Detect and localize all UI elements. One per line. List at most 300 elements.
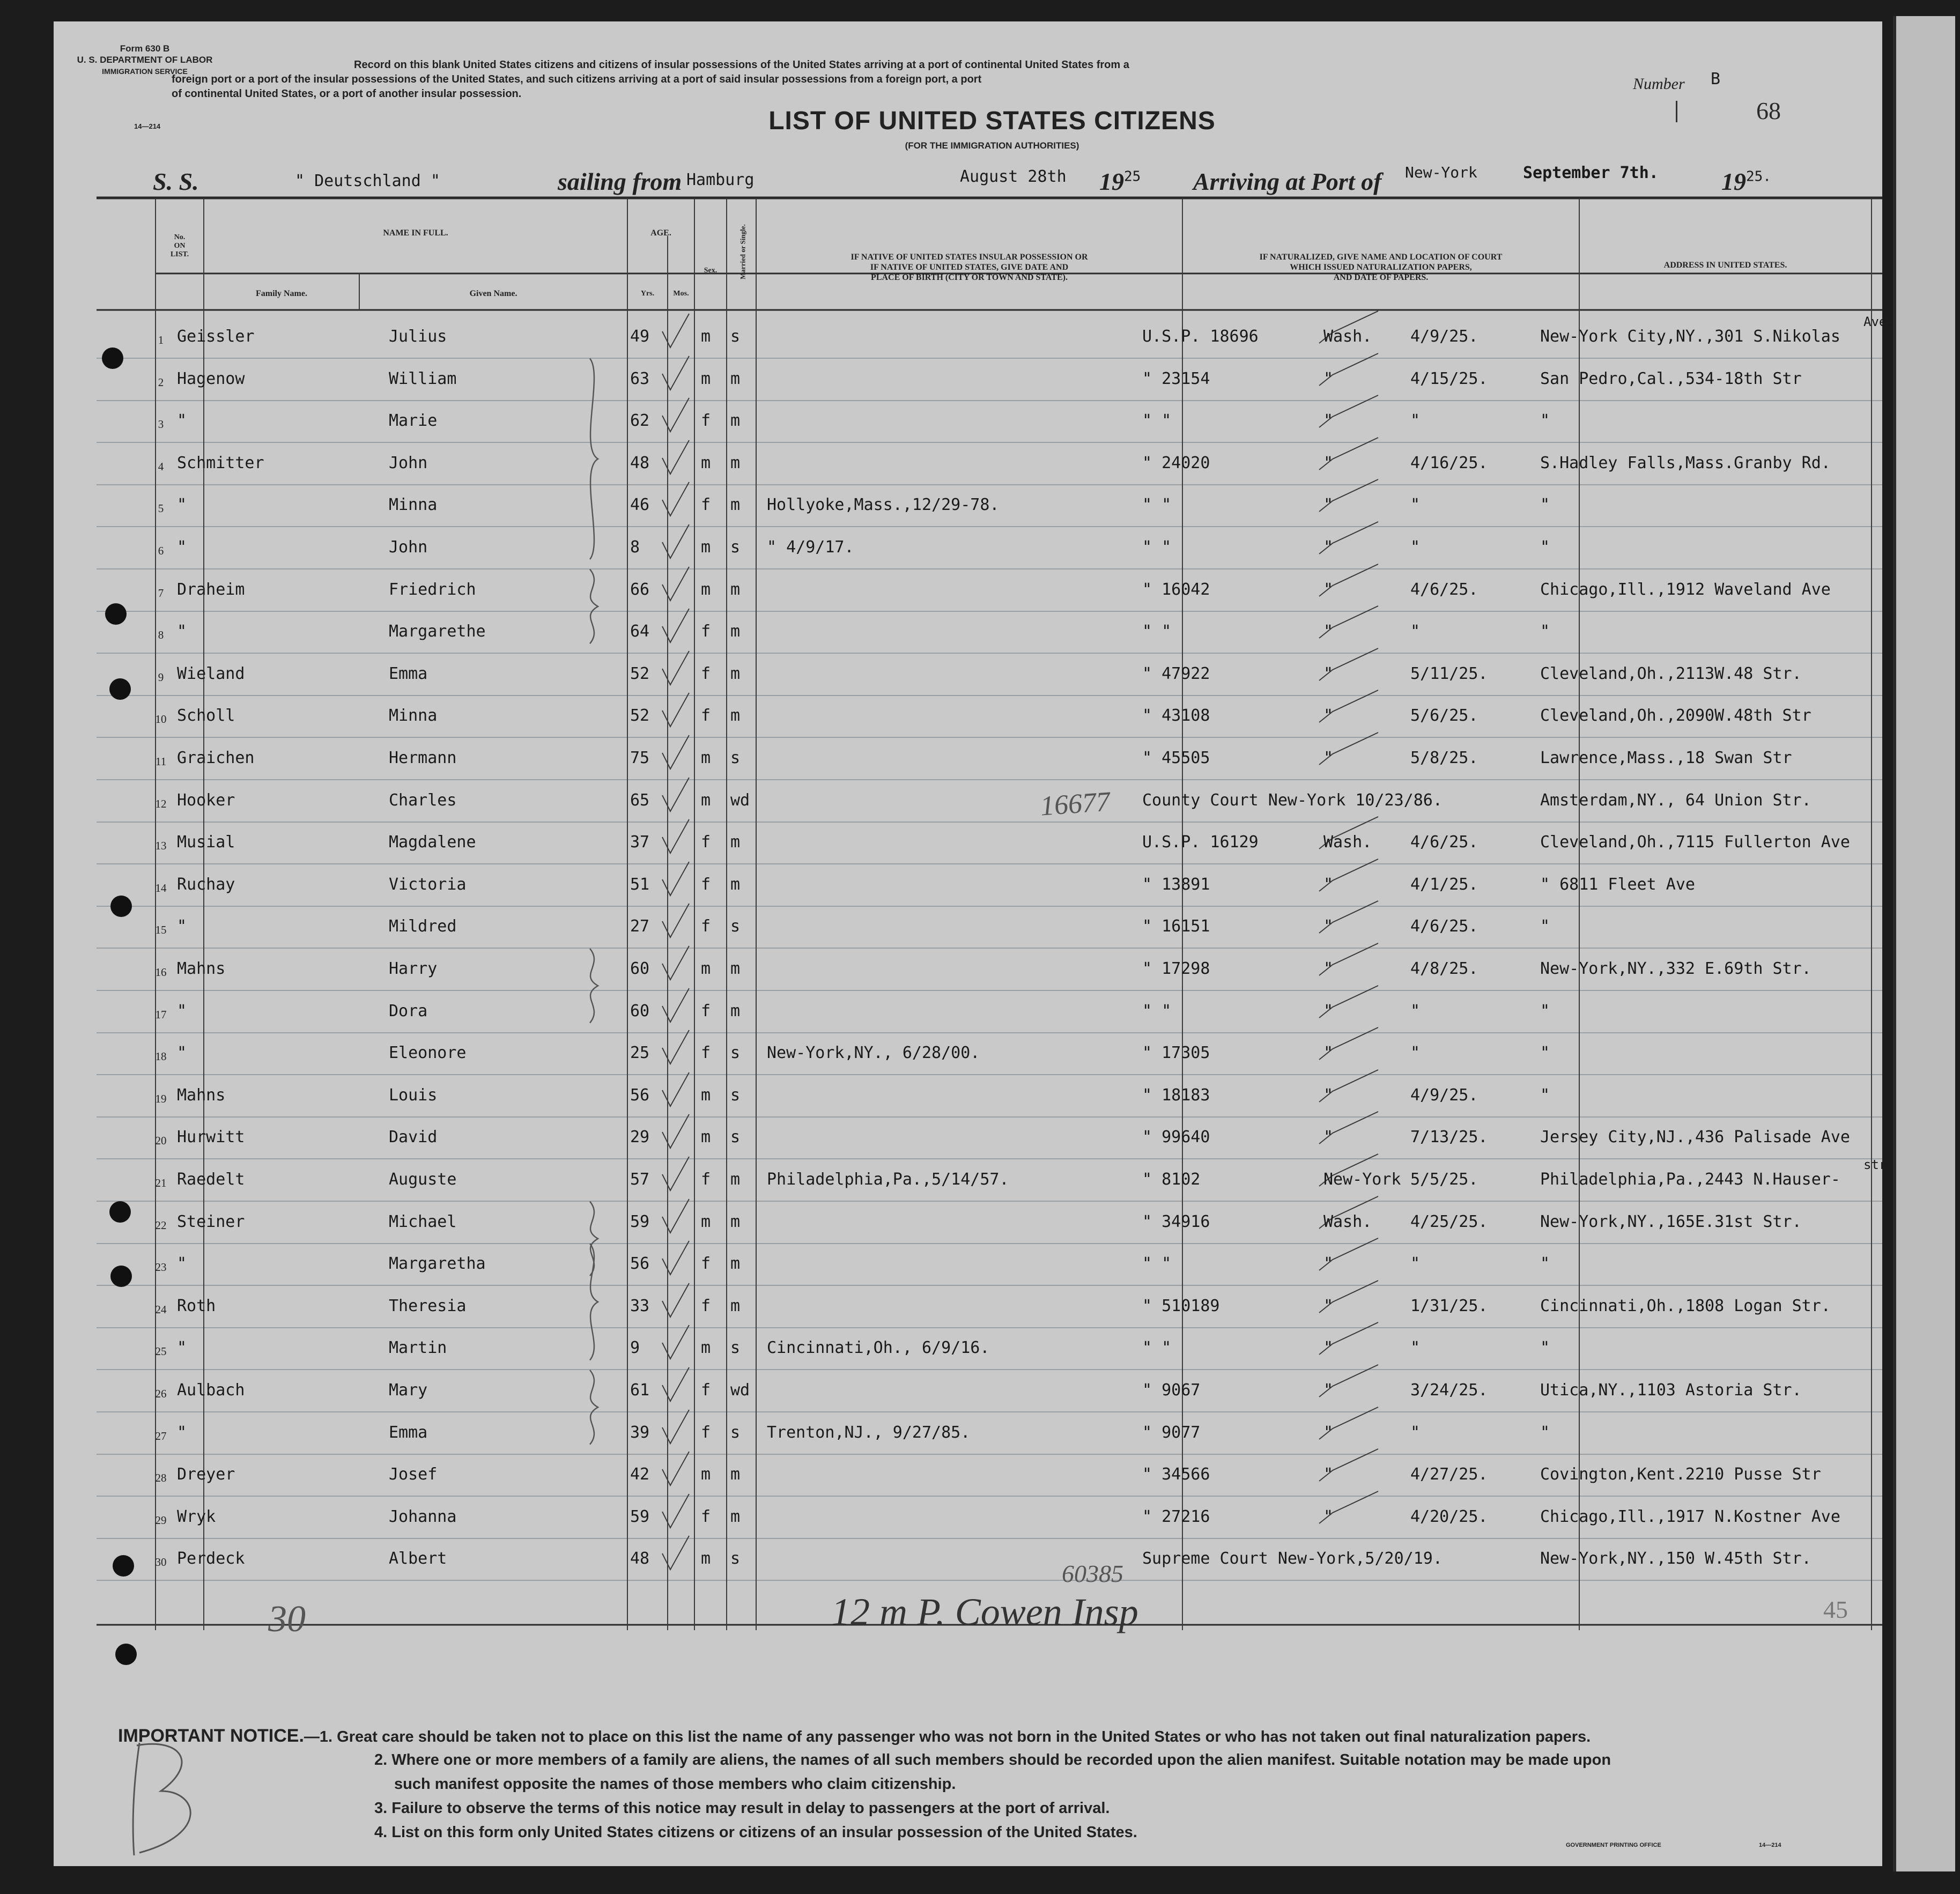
cell-age: 25 — [630, 1044, 650, 1062]
number-value: B — [1711, 70, 1721, 88]
cell-sex: m — [701, 580, 711, 599]
cell-family: Wieland — [177, 664, 245, 683]
number-handwritten: 68 — [1756, 97, 1781, 124]
cell-nat-place: " — [1323, 1086, 1334, 1105]
cell-nat-date: " — [1410, 622, 1421, 641]
cell-marital: m — [730, 664, 741, 683]
cell-nat-court: " 9077 — [1142, 1423, 1201, 1442]
cell-sex: m — [701, 791, 711, 810]
cell-sex: m — [701, 749, 711, 767]
record-line-2: foreign port or a port of the insular possessions of the United States, and such citizens arriving at a port of said insular possessions from a foreign port, a port — [172, 73, 982, 85]
printer-imprint: GOVERNMENT PRINTING OFFICE — [1566, 1842, 1661, 1848]
cell-nat-date: " — [1410, 411, 1421, 430]
cell-family: Wryk — [177, 1507, 216, 1526]
cell-family: " — [177, 1254, 187, 1273]
cell-age: 60 — [630, 1002, 650, 1020]
cell-marital: s — [730, 1423, 741, 1442]
cell-marital: m — [730, 1465, 741, 1484]
cell-nat-court: " 16042 — [1142, 580, 1210, 599]
cell-no: 13 — [155, 839, 167, 852]
cell-given: John — [389, 454, 428, 472]
cell-nat-court: " 16151 — [1142, 917, 1210, 936]
punch-hole — [102, 347, 123, 369]
cell-sex: f — [701, 495, 711, 514]
number-label: Number — [1633, 75, 1685, 93]
cell-nat-court: " 510189 — [1142, 1297, 1220, 1315]
cell-nat-date: 4/1/25. — [1410, 875, 1478, 894]
cell-age: 27 — [630, 917, 650, 936]
cell-marital: s — [730, 327, 741, 346]
cell-nat-place: " — [1323, 580, 1334, 599]
cell-given: Margaretha — [389, 1254, 486, 1273]
cell-marital: m — [730, 454, 741, 472]
col-family-name: Family Name. — [256, 289, 307, 298]
col-address: ADDRESS IN UNITED STATES. — [1663, 261, 1787, 270]
cell-marital: m — [730, 706, 741, 725]
sail-year: 25 — [1124, 168, 1141, 185]
cell-nat-date: 4/27/25. — [1410, 1465, 1488, 1484]
cell-family: " — [177, 1338, 187, 1357]
cell-nat-date: 4/20/25. — [1410, 1507, 1488, 1526]
cell-age: 56 — [630, 1086, 650, 1105]
cell-address: Utica,NY.,1103 Astoria Str. — [1540, 1381, 1802, 1400]
cell-family: Dreyer — [177, 1465, 235, 1484]
cell-no: 10 — [155, 713, 167, 726]
cell-no: 22 — [155, 1219, 167, 1232]
cell-nat-court: " 24020 — [1142, 454, 1210, 472]
cell-family: " — [177, 538, 187, 557]
cell-nat-place: " — [1323, 917, 1334, 936]
cell-nat-date: 4/16/25. — [1410, 454, 1488, 472]
sailing-label: sailing from — [558, 168, 682, 195]
cell-nat-date: 4/9/25. — [1410, 1086, 1478, 1105]
cell-address-extra: Ave. — [1863, 314, 1895, 329]
cell-sex: f — [701, 833, 711, 852]
cell-family: Mahns — [177, 1086, 226, 1105]
cell-family: Aulbach — [177, 1381, 245, 1400]
cell-birth: Hollyoke,Mass.,12/29-78. — [767, 495, 1000, 514]
cell-address: Cleveland,Oh.,2113W.48 Str. — [1540, 664, 1802, 683]
cell-nat-date: 5/11/25. — [1410, 664, 1488, 683]
cell-family: Hurwitt — [177, 1128, 245, 1146]
cell-nat-court: " 17298 — [1142, 959, 1210, 978]
cell-address: San Pedro,Cal.,534-18th Str — [1540, 369, 1802, 388]
cell-family: " — [177, 495, 187, 514]
notice-heading: IMPORTANT NOTICE. — [118, 1726, 304, 1746]
cell-nat-place: " — [1323, 664, 1334, 683]
cell-address: Cleveland,Oh.,7115 Fullerton Ave — [1540, 833, 1850, 852]
cell-family: Scholl — [177, 706, 235, 725]
cell-no: 6 — [158, 544, 164, 557]
cell-nat-date: 4/25/25. — [1410, 1212, 1488, 1231]
cell-family: Mahns — [177, 959, 226, 978]
cell-nat-place: " — [1323, 875, 1334, 894]
cell-nat-place: " — [1323, 749, 1334, 767]
cell-given: Dora — [389, 1002, 428, 1020]
record-line-1: Record on this blank United States citizens and citizens of insular possessions of the United States arriving at a port of continental United States from a — [354, 59, 1129, 71]
notice-item-3: 3. Failure to observe the terms of this notice may result in delay to passengers at the port of arrival. — [374, 1800, 1110, 1817]
cell-address: New-York,NY.,165E.31st Str. — [1540, 1212, 1802, 1231]
cell-sex: f — [701, 1170, 711, 1189]
cell-address: " — [1540, 917, 1550, 936]
cell-age: 48 — [630, 454, 650, 472]
cell-nat-date: 4/6/25. — [1410, 917, 1478, 936]
cell-nat-court: " 9067 — [1142, 1381, 1201, 1400]
cell-family: Hooker — [177, 791, 235, 810]
ship-name: " Deutschland " — [295, 172, 440, 190]
cell-nat-date: " — [1410, 1338, 1421, 1357]
cell-nat-date: 4/6/25. — [1410, 833, 1478, 852]
cell-age: 59 — [630, 1212, 650, 1231]
cell-nat-place: " — [1323, 1254, 1334, 1273]
cell-no: 30 — [155, 1556, 167, 1569]
cell-nat-date: 4/8/25. — [1410, 959, 1478, 978]
cell-marital: s — [730, 538, 741, 557]
cell-family: Steiner — [177, 1212, 245, 1231]
cell-birth: Trenton,NJ., 9/27/85. — [767, 1423, 971, 1442]
cell-sex: m — [701, 1212, 711, 1231]
form-number: Form 630 B — [120, 43, 170, 54]
cell-sex: m — [701, 369, 711, 388]
cell-family: Graichen — [177, 749, 255, 767]
table-row — [54, 495, 1882, 517]
cell-family: " — [177, 1044, 187, 1062]
cell-age: 48 — [630, 1549, 650, 1568]
cell-sex: m — [701, 538, 711, 557]
cell-age: 37 — [630, 833, 650, 852]
cell-nat-place: " — [1323, 495, 1334, 514]
cell-nat-place: " — [1323, 1465, 1334, 1484]
cell-given: Marie — [389, 411, 438, 430]
printer-code: 14—214 — [1759, 1842, 1781, 1848]
cell-no: 16 — [155, 966, 167, 979]
cell-address: Cleveland,Oh.,2090W.48th Str — [1540, 706, 1811, 725]
cell-address: " — [1540, 1423, 1550, 1442]
cell-nat-place: " — [1323, 1044, 1334, 1062]
cell-address: Amsterdam,NY., 64 Union Str. — [1540, 791, 1811, 810]
cell-nat-place: " — [1323, 1002, 1334, 1020]
cell-nat-court: " 34566 — [1142, 1465, 1210, 1484]
cell-nat-court: " 34916 — [1142, 1212, 1210, 1231]
cell-address: New-York City,NY.,301 S.Nikolas — [1540, 327, 1840, 346]
cell-age: 51 — [630, 875, 650, 894]
col-no-2: ON — [174, 242, 186, 250]
cell-marital: m — [730, 1297, 741, 1315]
cell-age: 63 — [630, 369, 650, 388]
department: U. S. DEPARTMENT OF LABOR — [77, 55, 213, 65]
cell-no: 15 — [155, 923, 167, 936]
cell-given: Emma — [389, 1423, 428, 1442]
cell-given: Johanna — [389, 1507, 457, 1526]
cell-marital: m — [730, 1002, 741, 1020]
hand-note-16677: 16677 — [1039, 786, 1111, 822]
col-native-2: IF NATIVE OF UNITED STATES, GIVE DATE AND — [870, 263, 1069, 272]
cell-address: " — [1540, 495, 1550, 514]
cell-age: 49 — [630, 327, 650, 346]
cell-given: Minna — [389, 495, 438, 514]
table-row — [54, 1381, 1882, 1402]
cell-address: New-York,NY.,150 W.45th Str. — [1540, 1549, 1811, 1568]
cell-age: 64 — [630, 622, 650, 641]
cell-family: " — [177, 622, 187, 641]
cell-age: 57 — [630, 1170, 650, 1189]
col-sex: Sex. — [704, 267, 718, 275]
cell-marital: m — [730, 1212, 741, 1231]
cell-given: Albert — [389, 1549, 447, 1568]
cell-age: 62 — [630, 411, 650, 430]
cell-sex: f — [701, 411, 711, 430]
cell-family: Ruchay — [177, 875, 235, 894]
cell-marital: m — [730, 580, 741, 599]
cell-family: " — [177, 1002, 187, 1020]
hand-note-60385: 60385 — [1062, 1560, 1123, 1587]
col-married: Married or Single. — [738, 224, 747, 279]
table-row — [54, 1212, 1882, 1234]
cell-nat-place: Wash. — [1323, 833, 1372, 852]
from-port: Hamburg — [686, 171, 755, 189]
cell-sex: m — [701, 327, 711, 346]
cell-nat-place: " — [1323, 959, 1334, 978]
cell-family: " — [177, 1423, 187, 1442]
cell-address: Cincinnati,Oh.,1808 Logan Str. — [1540, 1297, 1831, 1315]
manifest-sheet — [54, 21, 1895, 1866]
table-row — [54, 1128, 1882, 1149]
cell-family: Draheim — [177, 580, 245, 599]
cell-no: 28 — [155, 1471, 167, 1484]
form-code: 14—214 — [134, 122, 161, 130]
cell-address: New-York,NY.,332 E.69th Str. — [1540, 959, 1811, 978]
cell-nat-date: 3/24/25. — [1410, 1381, 1488, 1400]
cell-marital: m — [730, 1507, 741, 1526]
cell-given: Minna — [389, 706, 438, 725]
cell-no: 25 — [155, 1345, 167, 1358]
cell-nat-place: " — [1323, 1423, 1334, 1442]
punch-hole — [110, 896, 132, 917]
cell-sex: m — [701, 959, 711, 978]
cell-nat-place: " — [1323, 622, 1334, 641]
cell-nat-place: " — [1323, 1297, 1334, 1315]
cell-nat-date: 7/13/25. — [1410, 1128, 1488, 1146]
cell-given: Josef — [389, 1465, 438, 1484]
table-row — [54, 580, 1882, 602]
cell-nat-date: " — [1410, 1423, 1421, 1442]
cell-sex: f — [701, 1044, 711, 1062]
cell-marital: s — [730, 1338, 741, 1357]
cell-sex: f — [701, 917, 711, 936]
cell-address: Jersey City,NJ.,436 Palisade Ave — [1540, 1128, 1850, 1146]
cell-no: 11 — [155, 755, 167, 768]
cell-age: 60 — [630, 959, 650, 978]
table-row — [54, 1423, 1882, 1445]
cell-age: 42 — [630, 1465, 650, 1484]
cell-nat-place: " — [1323, 538, 1334, 557]
cell-given: Auguste — [389, 1170, 457, 1189]
cell-sex: m — [701, 1128, 711, 1146]
cell-age: 39 — [630, 1423, 650, 1442]
ss-label: S. S. — [153, 168, 199, 195]
table-row — [54, 454, 1882, 475]
cell-no: 20 — [155, 1134, 167, 1147]
notice-item-2: 2. Where one or more members of a family are aliens, the names of all such members should be recorded upon the alien manifest. Suitable notation may be made upon — [374, 1751, 1611, 1769]
cell-age: 8 — [630, 538, 640, 557]
service: IMMIGRATION SERVICE — [102, 67, 188, 76]
cell-nat-place: " — [1323, 706, 1334, 725]
cell-address: Chicago,Ill.,1912 Waveland Ave — [1540, 580, 1831, 599]
cell-given: William — [389, 369, 457, 388]
table-row — [54, 1465, 1882, 1486]
cell-marital: m — [730, 1254, 741, 1273]
cell-given: Magdalene — [389, 833, 476, 852]
cell-given: Eleonore — [389, 1044, 467, 1062]
cell-given: Hermann — [389, 749, 457, 767]
cell-nat-date: " — [1410, 495, 1421, 514]
page-subtitle: (FOR THE IMMIGRATION AUTHORITIES) — [905, 140, 1079, 151]
cell-marital: m — [730, 833, 741, 852]
col-native-3: PLACE OF BIRTH (CITY OR TOWN AND STATE). — [871, 273, 1068, 282]
table-row — [54, 664, 1882, 686]
col-nat-1: IF NATURALIZED, GIVE NAME AND LOCATION OF COURT — [1259, 253, 1503, 262]
cell-nat-court: " " — [1142, 622, 1172, 641]
cell-nat-court: County Court New-York 10/23/86. — [1142, 791, 1443, 810]
table-row — [54, 622, 1882, 643]
cell-birth: Philadelphia,Pa.,5/14/57. — [767, 1170, 1009, 1189]
table-row — [54, 1044, 1882, 1065]
table-row — [54, 1254, 1882, 1276]
cell-nat-place: " — [1323, 1381, 1334, 1400]
table-row — [54, 1002, 1882, 1023]
cell-family: Perdeck — [177, 1549, 245, 1568]
cell-address: " — [1540, 538, 1550, 557]
cell-nat-place: " — [1323, 411, 1334, 430]
punch-hole — [115, 1644, 137, 1665]
inspector-signature: 12 m P. Cowen Insp — [831, 1590, 1138, 1633]
cell-no: 8 — [158, 628, 164, 641]
cell-marital: s — [730, 1044, 741, 1062]
cell-sex: f — [701, 875, 711, 894]
col-no-1: No. — [174, 233, 186, 241]
cell-nat-court: " " — [1142, 1338, 1172, 1357]
cell-age: 61 — [630, 1381, 650, 1400]
cell-nat-court: " 45505 — [1142, 749, 1210, 767]
cell-address: Philadelphia,Pa.,2443 N.Hauser- — [1540, 1170, 1840, 1189]
col-native-1: IF NATIVE OF UNITED STATES INSULAR POSSESSION OR — [850, 253, 1088, 262]
cell-nat-court: " 23154 — [1142, 369, 1210, 388]
cell-sex: m — [701, 454, 711, 472]
cell-given: Victoria — [389, 875, 467, 894]
hand-note-30: 30 — [268, 1599, 306, 1640]
cell-address: " — [1540, 1044, 1550, 1062]
cell-nat-date: 4/6/25. — [1410, 580, 1478, 599]
cell-nat-date: 5/8/25. — [1410, 749, 1478, 767]
cell-no: 1 — [158, 334, 164, 346]
cell-nat-place: New-York — [1323, 1170, 1401, 1189]
col-no-3: LIST. — [170, 250, 189, 258]
cell-nat-court: " " — [1142, 411, 1172, 430]
cell-family: Schmitter — [177, 454, 264, 472]
cell-nat-court: " 47922 — [1142, 664, 1210, 683]
table-row — [54, 1297, 1882, 1318]
cell-no: 9 — [158, 671, 164, 684]
table-row — [54, 369, 1882, 391]
page-title: LIST OF UNITED STATES CITIZENS — [768, 107, 1216, 135]
cell-sex: f — [701, 1507, 711, 1526]
cell-nat-date: " — [1410, 1002, 1421, 1020]
cell-nat-date: 1/31/25. — [1410, 1297, 1488, 1315]
cell-given: Harry — [389, 959, 438, 978]
cell-address: S.Hadley Falls,Mass.Granby Rd. — [1540, 454, 1831, 472]
cell-nat-place: Wash. — [1323, 327, 1372, 346]
cell-no: 5 — [158, 502, 164, 515]
cell-nat-date: 5/6/25. — [1410, 706, 1478, 725]
cell-no: 14 — [155, 882, 167, 894]
cell-marital: m — [730, 495, 741, 514]
cell-nat-place: " — [1323, 1128, 1334, 1146]
cell-no: 3 — [158, 418, 164, 431]
cell-sex: m — [701, 1338, 711, 1357]
cell-birth: Cincinnati,Oh., 6/9/16. — [767, 1338, 990, 1357]
cell-nat-date: " — [1410, 538, 1421, 557]
sail-year-prefix: 19 — [1099, 168, 1124, 195]
cell-nat-court: " 27216 — [1142, 1507, 1210, 1526]
col-mos: Mos. — [673, 290, 689, 298]
arrival-port: New-York — [1405, 164, 1477, 181]
cell-no: 21 — [155, 1177, 167, 1189]
cell-given: Mary — [389, 1381, 428, 1400]
record-line-3: of continental United States, or a port of another insular possession. — [172, 88, 522, 100]
cell-address: " — [1540, 1338, 1550, 1357]
table-row — [54, 833, 1882, 854]
table-row — [54, 749, 1882, 770]
cell-marital: m — [730, 622, 741, 641]
cell-given: Mildred — [389, 917, 457, 936]
cell-marital: s — [730, 917, 741, 936]
cell-nat-court: " " — [1142, 1254, 1172, 1273]
cell-nat-date: 4/9/25. — [1410, 327, 1478, 346]
cell-given: Theresia — [389, 1297, 467, 1315]
cell-sex: f — [701, 1423, 711, 1442]
cell-no: 17 — [155, 1008, 167, 1021]
cell-marital: m — [730, 959, 741, 978]
cell-no: 23 — [155, 1261, 167, 1274]
table-row — [54, 917, 1882, 938]
cell-nat-date: " — [1410, 1044, 1421, 1062]
cell-no: 29 — [155, 1514, 167, 1527]
cell-no: 18 — [155, 1050, 167, 1063]
cell-nat-court: " 13891 — [1142, 875, 1210, 894]
col-yrs: Yrs. — [640, 290, 655, 298]
cell-address: Covington,Kent.2210 Pusse Str — [1540, 1465, 1821, 1484]
cell-nat-place: " — [1323, 369, 1334, 388]
cell-sex: m — [701, 1549, 711, 1568]
cell-nat-court: " 17305 — [1142, 1044, 1210, 1062]
col-given-name: Given Name. — [469, 289, 517, 298]
arrival-year-prefix: 19 — [1721, 168, 1746, 195]
cell-age: 52 — [630, 706, 650, 725]
cell-address: " — [1540, 1254, 1550, 1273]
table-row — [54, 875, 1882, 897]
col-nat-3: AND DATE OF PAPERS. — [1333, 273, 1429, 282]
cell-marital: m — [730, 1170, 741, 1189]
cell-no: 19 — [155, 1092, 167, 1105]
cell-nat-court: " " — [1142, 1002, 1172, 1020]
cell-nat-place: " — [1323, 1338, 1334, 1357]
cell-marital: s — [730, 749, 741, 767]
cell-no: 2 — [158, 376, 164, 389]
cell-age: 29 — [630, 1128, 650, 1146]
cell-family: " — [177, 411, 187, 430]
cell-no: 12 — [155, 797, 167, 810]
cell-sex: f — [701, 1381, 711, 1400]
